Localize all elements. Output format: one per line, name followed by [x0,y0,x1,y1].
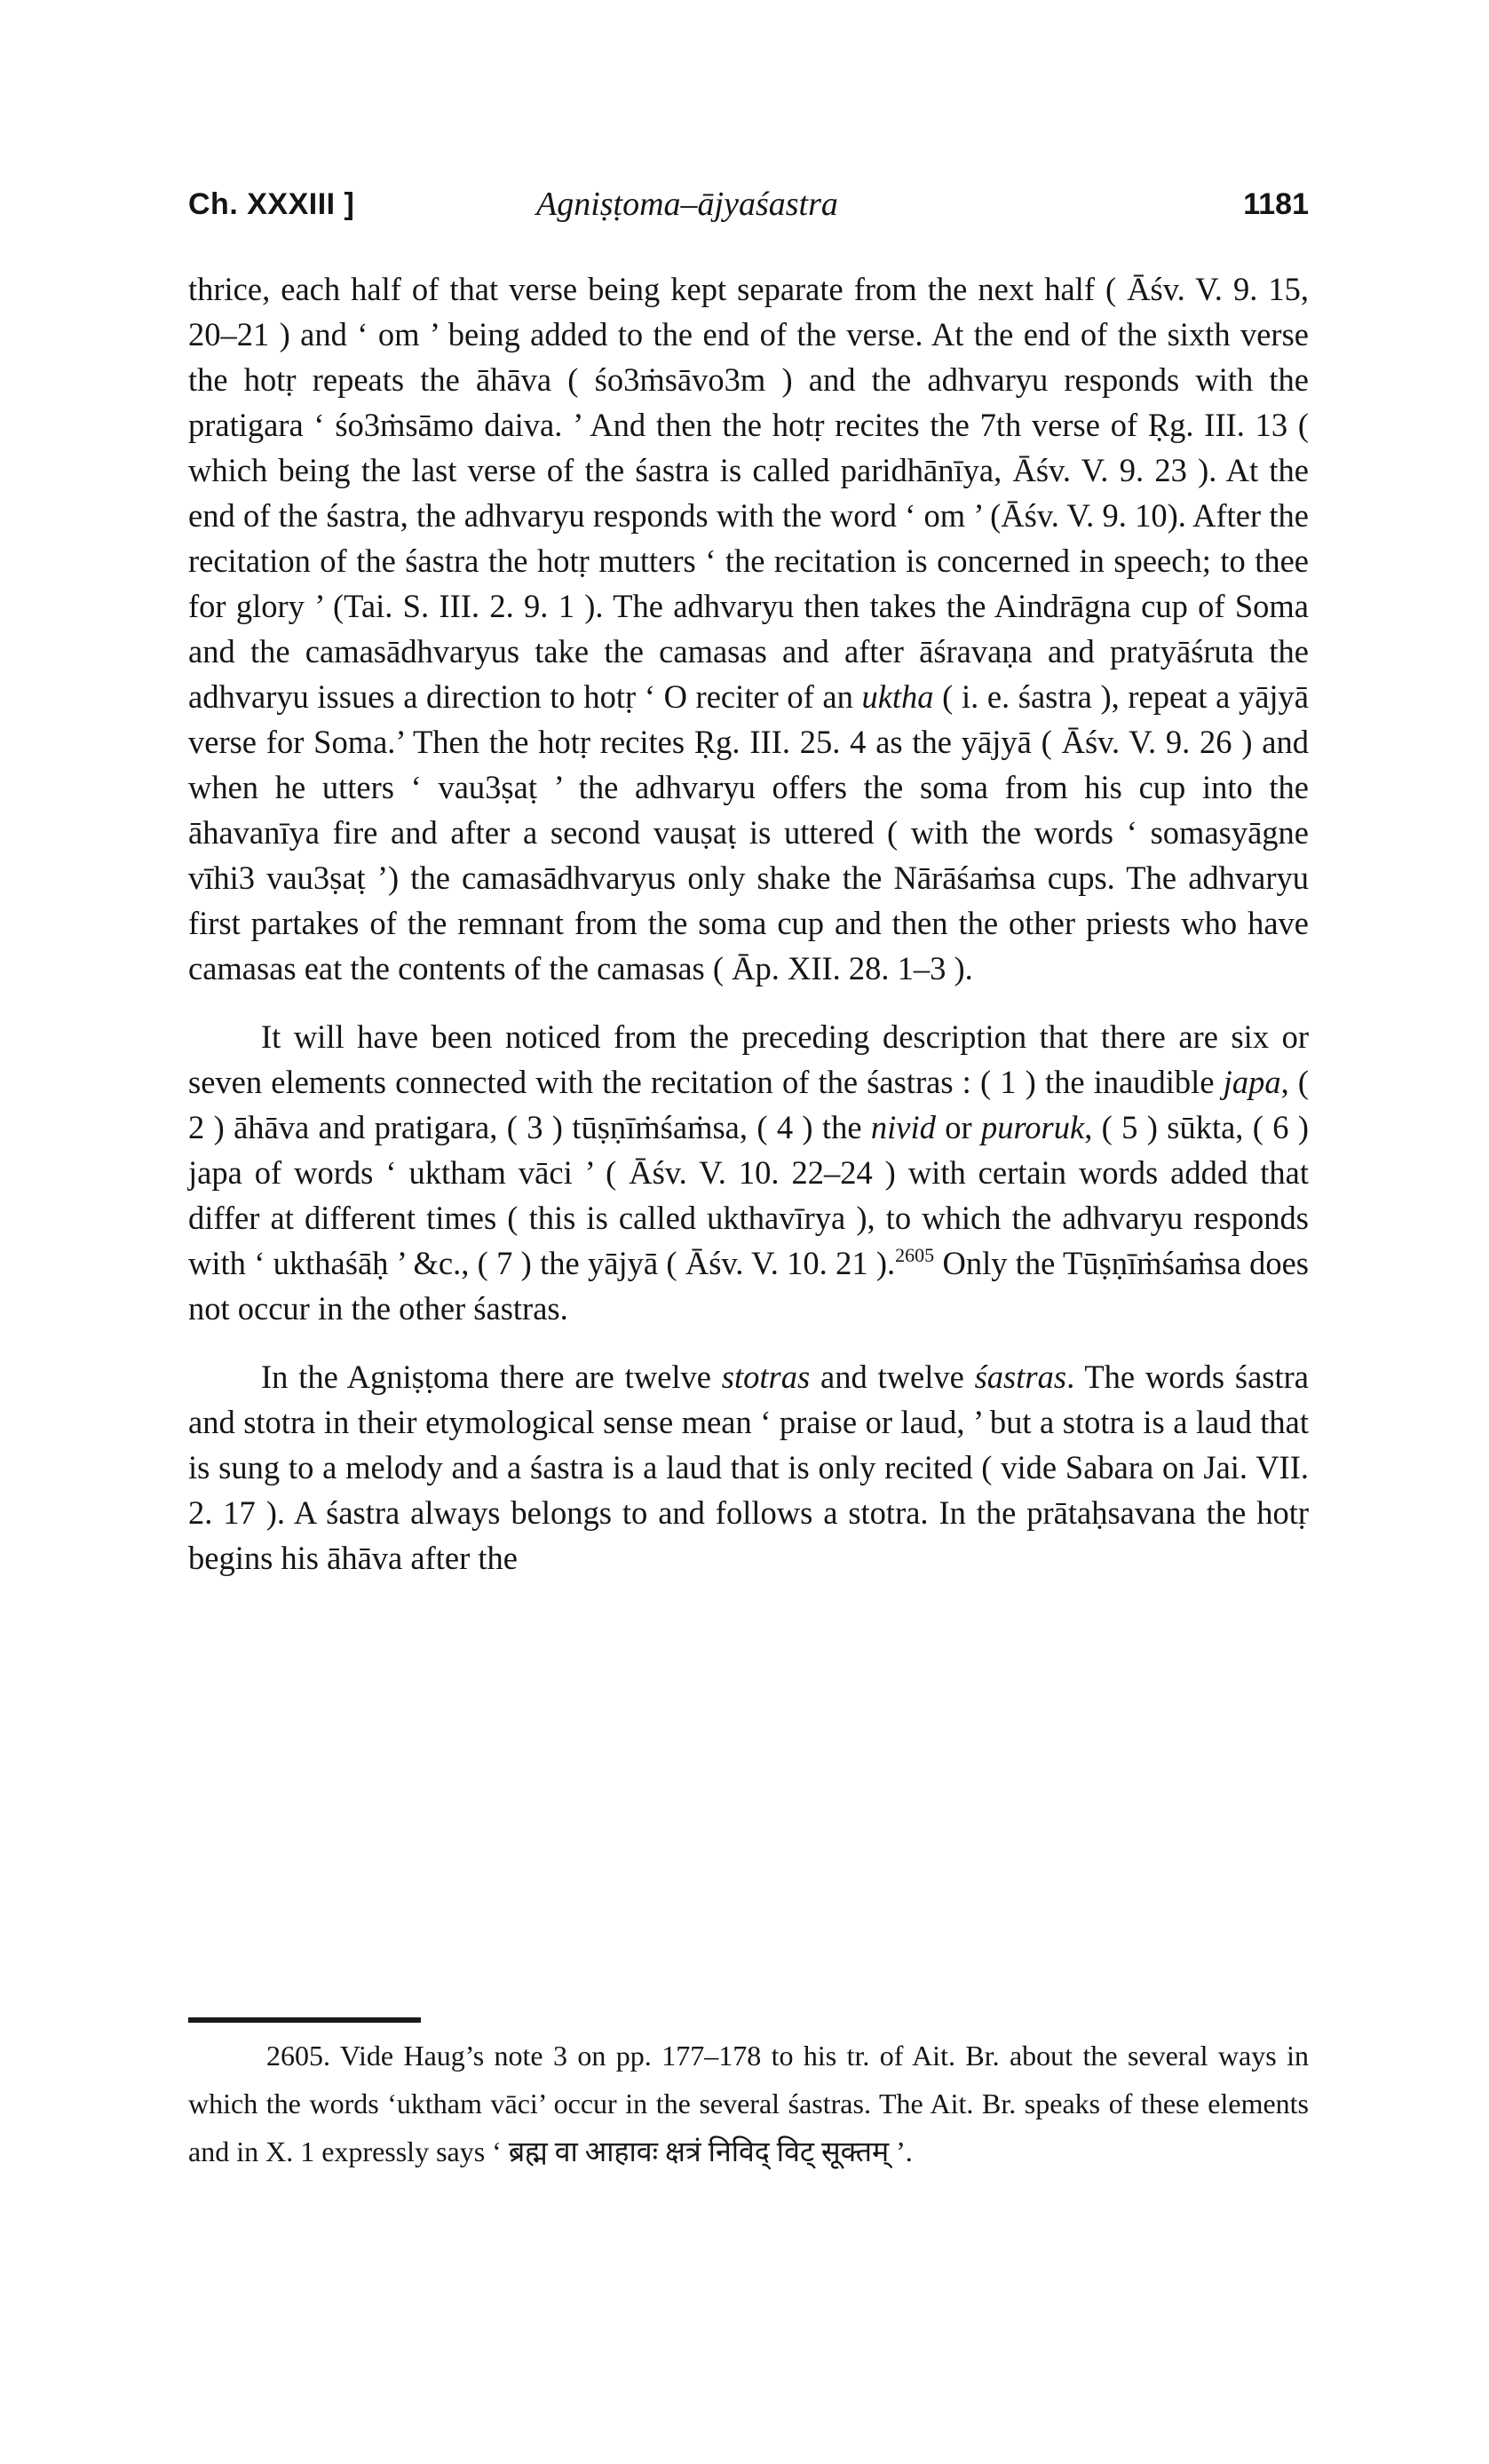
footnote-reference[interactable]: 2605 [895,1244,935,1266]
paragraph-2: It will have been noticed from the preceding description that there are six or seven elements connected with the recitation of the śastras : ( 1 ) the inaudible japa, ( 2 ) āhāva and pratigara, ( 3 ) tūṣṇīṁśaṁsa, ( 4 ) the nivid or puroruk, ( 5 ) sūkta, ( 6 ) japa of words ‘ uktham vāci ’ ( Āśv. V. 10. 22–24 ) with certain words added that differ at different times ( this is called ukthavīrya ), to which the adhvaryu responds with ‘ ukthaśāḥ ’ &c., ( 7 ) the yājyā ( Āśv. V. 10. 21 ).$^{2605}$ Only the Tūṣṇīṁśaṁsa does not occur in the other śastras. [188,1018,1310,1327]
running-header [188,178,1309,231]
footnote-text: Vide Haug’s note 3 on pp. 177–178 to his tr. of Ait. Br. about the several ways in which the words ‘uktham vāci’ occur in the several śastras. The Ait. Br. speaks of these elements and in X. 1 expressly says ‘ ब्रह्म वा आहावः क्षत्रं निविद् विट् सूक्तम् ’. [188,2040,1309,2167]
paragraph-1: thrice, each half of that verse being kept separate from the next half ( Āśv. V. 9. 15, 20–21 ) and ‘ om ’ being added to the end of the verse. At the end of the sixth verse the hotṛ repeats the āhāva ( śo3ṁsāvo3m ) and the adhvaryu responds with the pratigara ‘ śo3ṁsāmo daiva. ’ And then the hotṛ recites the 7th verse of Ṛg. III. 13 ( which being the last verse of the śastra is called paridhānīya, Āśv. V. 9. 23 ). At the end of the śastra, the adhvaryu responds with the word ‘ om ’ (Āśv. V. 9. 10). After the recitation of the śastra the hotṛ mutters ‘ the recitation is concerned in speech; to thee for glory ’ (Tai. S. III. 2. 9. 1 ). The adhvaryu then takes the Aindrāgna cup of Soma and the camasādhvaryus take the camasas and after āśravaṇa and pratyāśruta the adhvaryu issues a direction to hotṛ ‘ O reciter of an uktha ( i. e. śastra ), repeat a yājyā verse for Soma.’ Then the hotṛ recites Ṛg. III. 25. 4 as the yājyā ( Āśv. V. 9. 26 ) and when he utters ‘ vau3ṣaṭ ’ the adhvaryu offers the soma from his cup into the āhavanīya fire and after a second vauṣaṭ is uttered ( with the words ‘ somasyāgne vīhi3 vau3ṣaṭ ’) the camasādhvaryus only shake the Nārāśaṁsa cups. The adhvaryu first partakes of the remnant from the soma cup and then the other priests who have camasas eat the contents of the camasas ( Āp. XII. 28. 1–3 ). [188,271,1310,986]
main-text [188,266,1309,1581]
running-title: Agniṣṭoma–ājyaśastra [536,186,838,223]
footnote-divider [188,2017,421,2023]
chapter-label: Ch. XXXIII ] [188,187,355,221]
footnote-2605 [188,2032,1309,2175]
paragraph-3: In the Agniṣṭoma there are twelve stotras and twelve śastras. The words śastra and stotra in their etymological sense mean ‘ praise or laud, ’ but a stotra is a laud that is sung to a melody and a śastra is a laud that is only recited ( vide Sabara on Jai. VII. 2. 17 ). A śastra always belongs to and follows a stotra. In the prātaḥsavana the hotṛ begins his āhāva after the [188,1359,1309,1576]
footnote-number: 2605. [266,2040,330,2072]
page-number: 1181 [1243,187,1309,221]
